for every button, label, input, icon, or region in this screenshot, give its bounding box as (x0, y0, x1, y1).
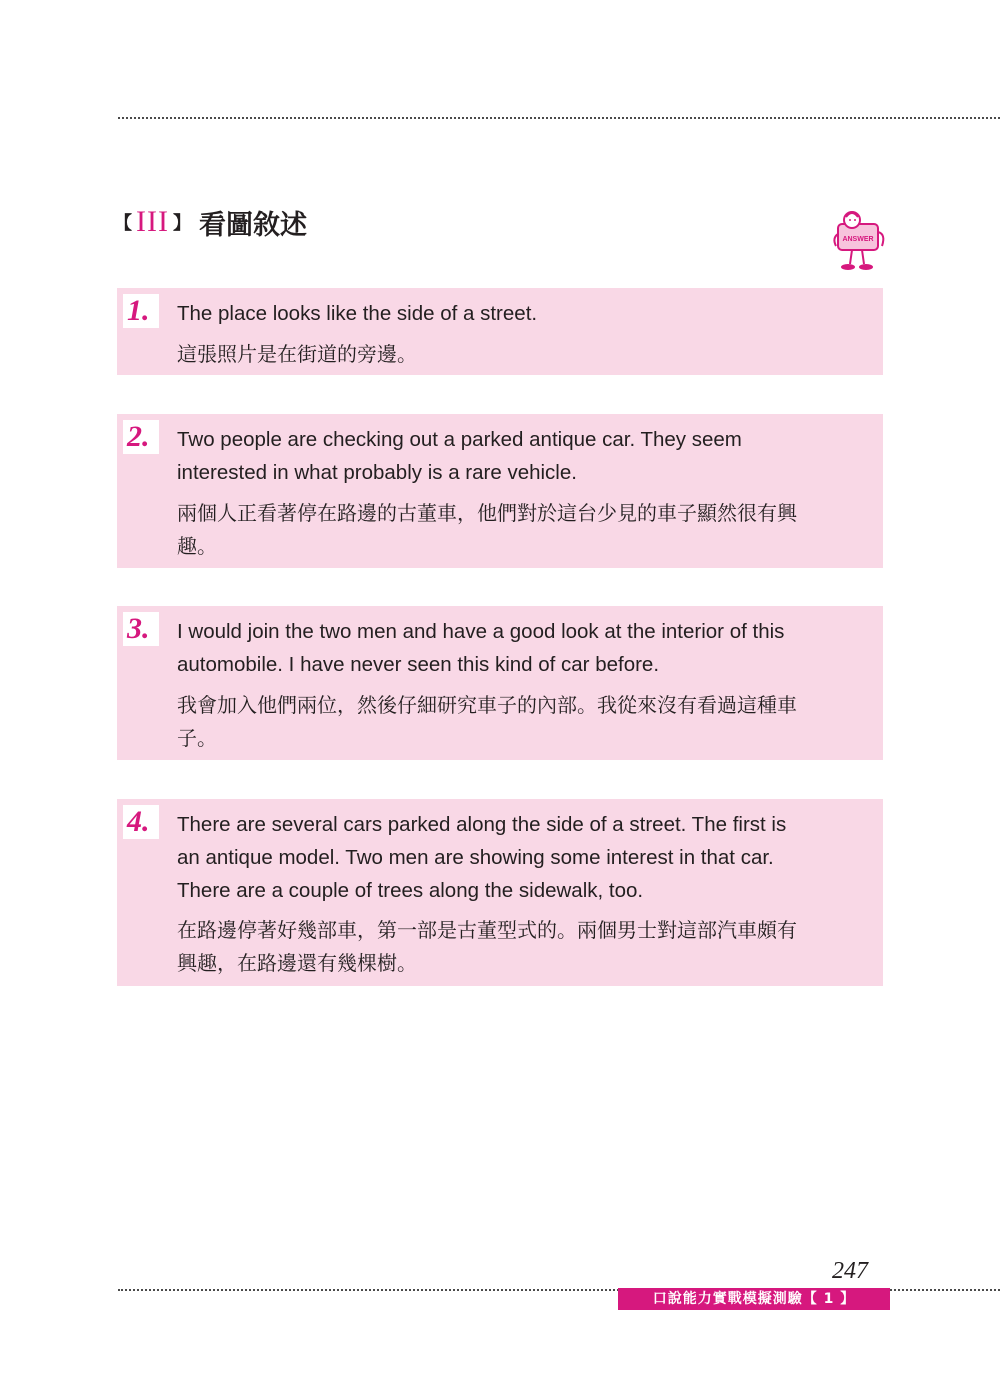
chinese-line: 子。 (177, 726, 217, 750)
item-number: 1. (123, 294, 159, 328)
heading-bracket-close: 】 (172, 213, 191, 234)
answer-card-4 (117, 799, 883, 986)
chinese-line: 趣。 (177, 534, 217, 558)
chinese-text (177, 914, 863, 980)
english-line: Two people are checking out a parked antique car. They seem (177, 428, 742, 451)
english-text (177, 297, 863, 330)
heading-bracket-open: 【 (114, 213, 132, 234)
top-dotted-divider (118, 117, 1000, 119)
section-roman-numeral: III (136, 205, 169, 238)
english-line: There are several cars parked along the side of a street. The first is (177, 813, 787, 836)
english-text (177, 615, 863, 681)
english-line: interested in what probably is a rare vehicle. (177, 461, 577, 484)
english-line: an antique model. Two men are showing some interest in that car. (177, 846, 774, 869)
english-line: automobile. I have never seen this kind of car before. (177, 653, 660, 676)
chinese-line: 興趣，在路邊還有幾棵樹。 (177, 951, 417, 975)
english-line: There are a couple of trees along the sidewalk, too. (177, 879, 644, 902)
item-number: 4. (123, 805, 159, 839)
answer-mascot-icon (830, 210, 890, 274)
chinese-line: 在路邊停著好幾部車，第一部是古董型式的。兩個男士對這部汽車頗有 (177, 918, 797, 942)
chinese-line: 兩個人正看著停在路邊的古董車，他們對於這台少見的車子顯然很有興 (177, 501, 797, 525)
chinese-text (177, 689, 863, 755)
item-number: 2. (123, 420, 159, 454)
mascot-label: ANSWER (842, 236, 874, 243)
answer-card-3 (117, 606, 883, 760)
english-line: The place looks like the side of a street. (177, 302, 538, 325)
english-text (177, 423, 863, 489)
english-text (177, 808, 863, 907)
book-title-footer: 口說能力實戰模擬測驗【 1 】 (618, 1288, 890, 1310)
answer-card-2 (117, 414, 883, 568)
chinese-text (177, 497, 863, 563)
bottom-dotted-divider-right (890, 1289, 1000, 1291)
chinese-line: 這張照片是在街道的旁邊。 (177, 342, 417, 366)
chinese-line: 我會加入他們兩位，然後仔細研究車子的內部。我從來沒有看過這種車 (177, 693, 797, 717)
answer-card-1 (117, 288, 883, 375)
section-title: 看圖敘述 (198, 209, 307, 241)
chinese-text (177, 338, 863, 371)
page-number: 247 (832, 1258, 868, 1284)
item-number: 3. (123, 612, 159, 646)
english-line: I would join the two men and have a good look at the interior of this (177, 620, 785, 643)
section-heading (114, 200, 307, 244)
